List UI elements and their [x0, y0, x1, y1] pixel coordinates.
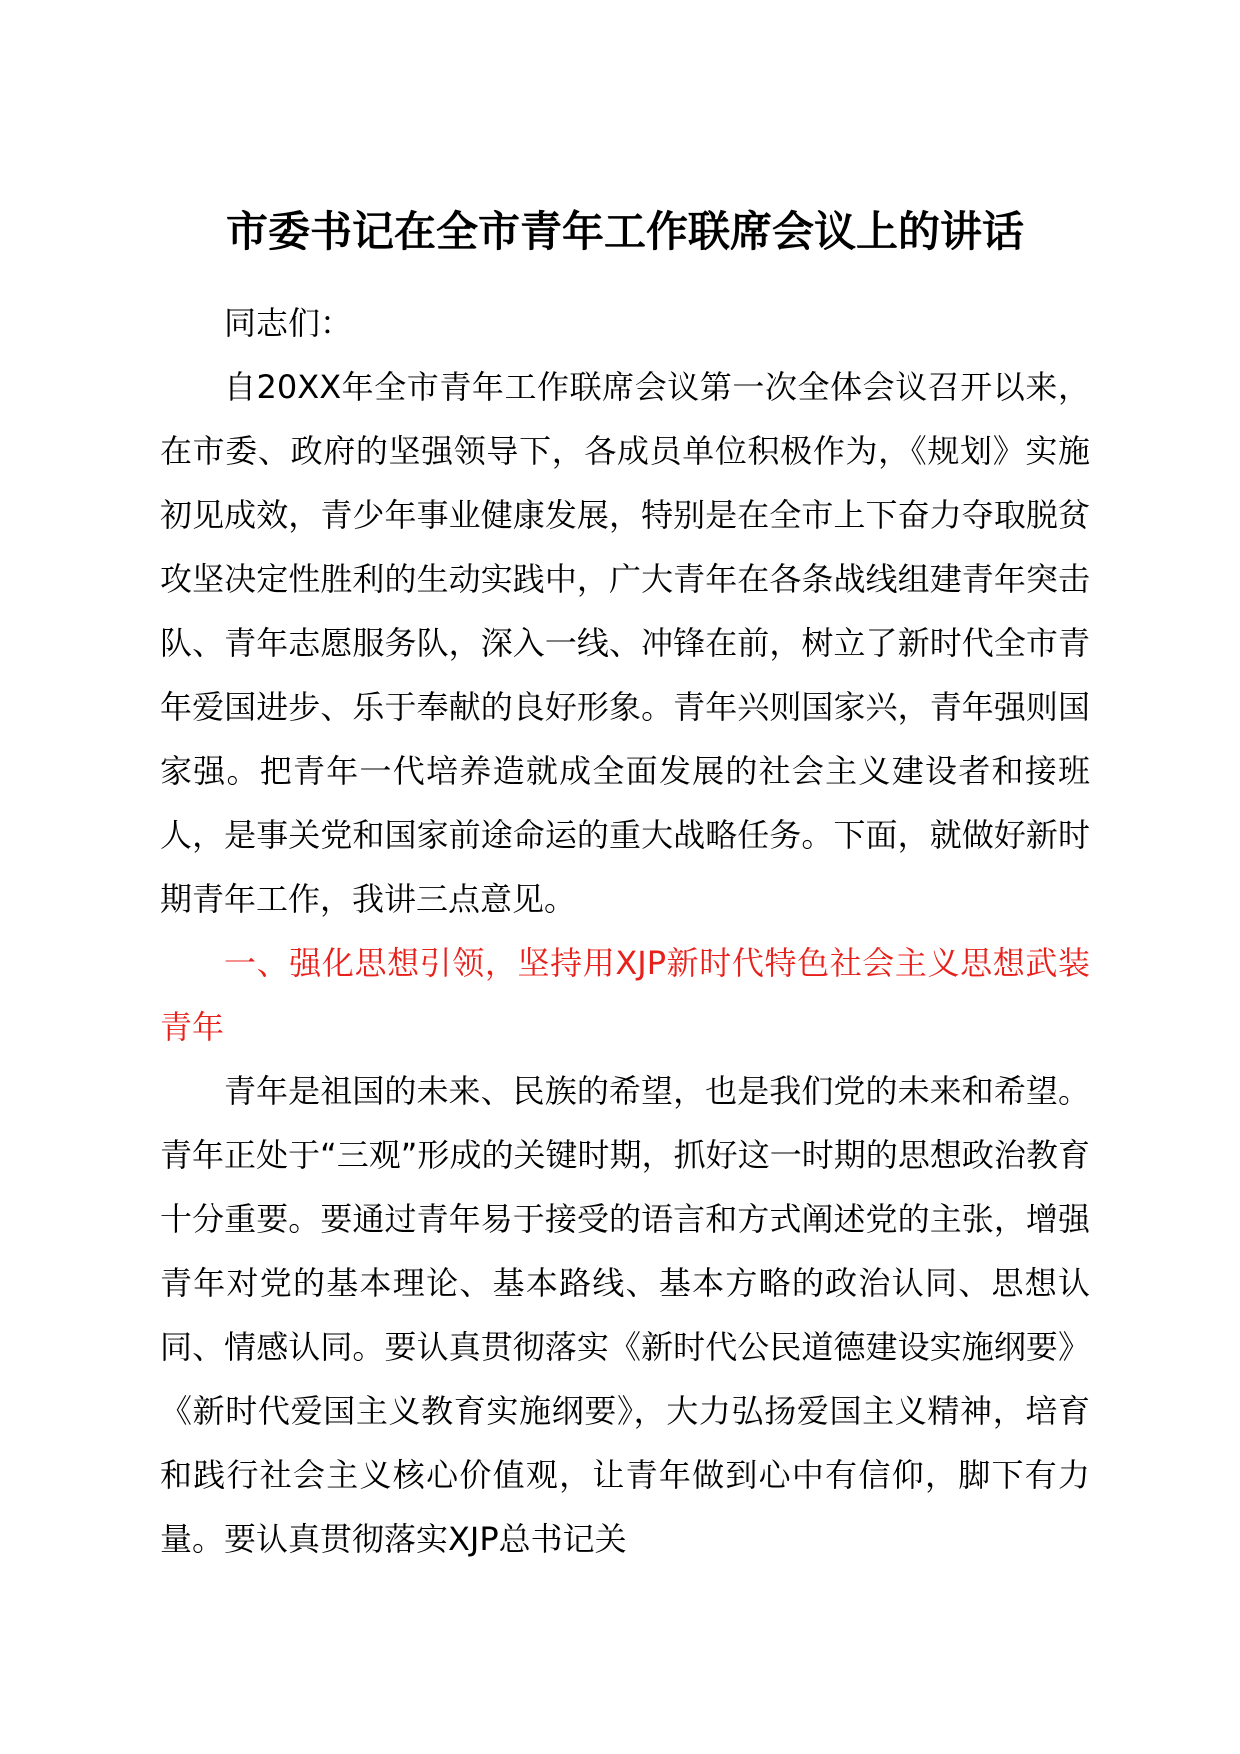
section-heading-1: 一、强化思想引领，坚持用XJP新时代特色社会主义思想武装青年 [160, 944, 1090, 1046]
document-body [160, 291, 1090, 1571]
paragraph-1: 自20XX年全市青年工作联席会议第一次全体会议召开以来，在市委、政府的坚强领导下，各成员单位积极作为，《规划》实施初见成效，青少年事业健康发展，特别是在全市上下奋力夺取脱贫攻坚决定性胜利的生动实践中，广大青年在各条战线组建青年突击队、青年志愿服务队，深入一线、冲锋在前，树立了新时代全市青年爱国进步、乐于奉献的良好形象。青年兴则国家兴，青年强则国家强。把青年一代培养造就成全面发展的社会主义建设者和接班人，是事关党和国家前途命运的重大战略任务。下面，就做好新时期青年工作，我讲三点意见。 [160, 368, 1090, 918]
paragraph-2: 青年是祖国的未来、民族的希望，也是我们党的未来和希望。青年正处于“三观”形成的关键时期，抓好这一时期的思想政治教育十分重要。要通过青年易于接受的语言和方式阐述党的主张，增强青年对党的基本理论、基本路线、基本方略的政治认同、思想认同、情感认同。要认真贯彻落实《新时代公民道德建设实施纲要》《新时代爱国主义教育实施纲要》，大力弘扬爱国主义精神，培育和践行社会主义核心价值观，让青年做到心中有信仰，脚下有力量。要认真贯彻落实XJP总书记关 [160, 1072, 1090, 1558]
salutation: 同志们： [224, 304, 353, 342]
document-title: 市委书记在全市青年工作联席会议上的讲话 [225, 207, 1024, 256]
